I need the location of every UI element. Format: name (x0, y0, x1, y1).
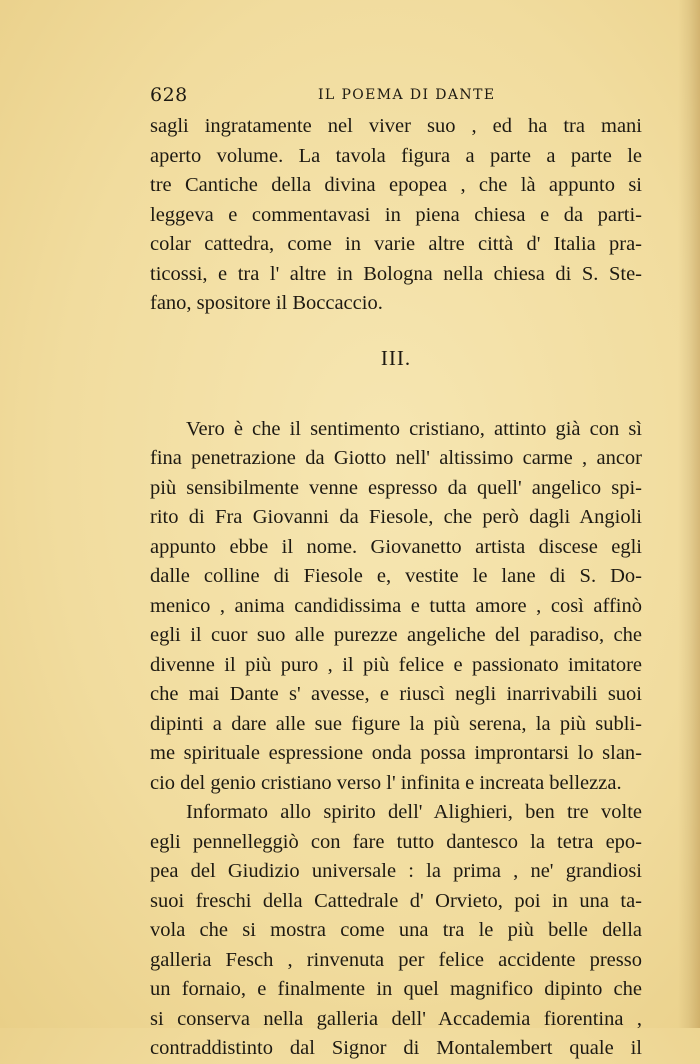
text-line: un fornaio, e finalmente in quel magnifico dipinto che (150, 978, 642, 1000)
text-line: sagli ingratamente nel viver suo , ed ha tra mani (150, 115, 642, 137)
text-line: suoi freschi della Cattedrale d' Orvieto, poi in una ta- (150, 889, 642, 912)
page-header (150, 84, 642, 106)
text-line: vola che si mostra come una tra le più belle della (150, 919, 642, 941)
text-line: appunto ebbe il nome. Giovanetto artista discese egli (150, 535, 642, 558)
text-line: tre Cantiche della divina epopea , che là appunto si (150, 174, 642, 196)
text-line: galleria Fesch , rinvenuta per felice accidente presso (150, 948, 642, 971)
page-edge-shadow (678, 0, 700, 1028)
section-heading: III. (380, 345, 412, 370)
text-line: ticossi, e tra l' altre in Bologna nella chiesa di S. Ste- (150, 262, 642, 285)
text-line: Vero è che il sentimento cristiano, attinto già con sì (186, 417, 642, 440)
text-line: leggeva e commentavasi in piena chiesa e da parti- (150, 203, 642, 226)
text-line: Informato allo spirito dell' Alighieri, ben tre volte (186, 801, 642, 823)
text-line: rito di Fra Giovanni da Fiesole, che però dagli Angioli (150, 506, 642, 528)
running-title: IL POEMA DI DANTE (318, 87, 496, 103)
text-line: che mai Dante s' avesse, e riuscì negli inarrivabili suoi (150, 683, 642, 705)
text-line: menico , anima candidissima e tutta amore , così affinò (150, 594, 642, 617)
text-line: più sensibilmente venne espresso da quell' angelico spi- (150, 476, 642, 499)
text-line: dalle colline di Fiesole e, vestite le lane di S. Do- (150, 565, 642, 587)
text-line: pea del Giudizio universale : la prima , ne' grandiosi (150, 860, 642, 882)
text-line: contraddistinto dal Signor di Montalembert quale il (150, 1037, 642, 1059)
text-line: fano, spositore il Boccaccio. (150, 292, 383, 314)
text-line: dipinti a dare alle sue figure la più serena, la più subli- (150, 712, 642, 735)
text-line: egli il cuor suo alle purezze angeliche del paradiso, che (150, 624, 642, 646)
text-line: aperto volume. La tavola figura a parte a parte le (150, 144, 642, 167)
text-line: cio del genio cristiano verso l' infinita e increata bellezza. (150, 771, 622, 794)
text-line: colar cattedra, come in varie altre città d' Italia pra- (150, 233, 642, 255)
text-line: me spirituale espressione onda possa improntarsi lo slan- (150, 742, 642, 764)
text-line: si conserva nella galleria dell' Accademia fiorentina , (150, 1007, 642, 1030)
body-text (150, 112, 642, 1064)
page-number: 628 (150, 84, 188, 106)
text-line: egli pennelleggiò con fare tutto dantesco la tetra epo- (150, 830, 642, 853)
paragraph-2 (150, 415, 642, 799)
text-line: fina penetrazione da Giotto nell' altissimo carme , ancor (150, 447, 642, 469)
paragraph-3 (150, 798, 642, 1064)
paragraph-1 (150, 112, 642, 319)
text-line: divenne il più puro , il più felice e passionato imitatore (150, 653, 642, 676)
